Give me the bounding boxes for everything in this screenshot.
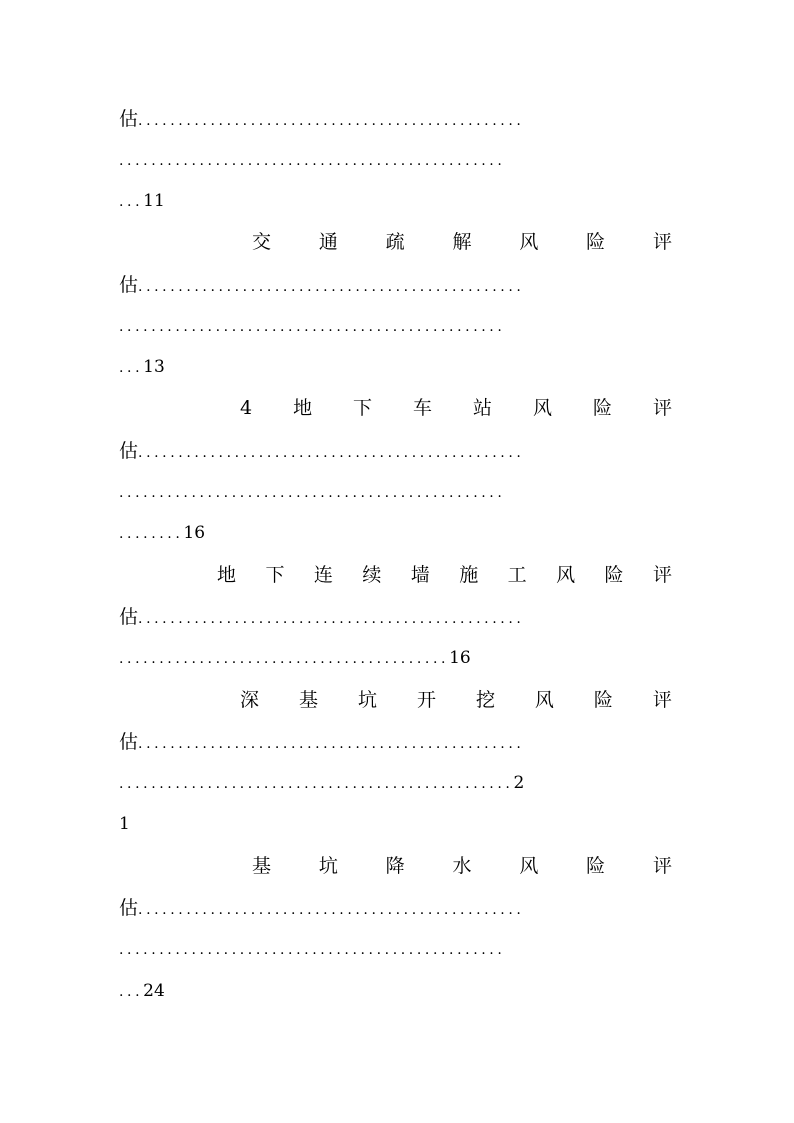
title-char: 地 <box>217 564 237 586</box>
title-char: 车 <box>413 397 433 419</box>
title-char: 交 <box>252 231 272 253</box>
toc-entry-2-line3 <box>119 518 683 548</box>
title-char: 开 <box>416 689 436 711</box>
toc-entry-0-line3 <box>119 186 683 216</box>
toc-entry-1-line1 <box>119 270 683 300</box>
toc-entry-4-line3 <box>119 809 683 839</box>
leader-dots: ........ <box>119 526 184 542</box>
toc-entry-1-line2 <box>119 311 683 341</box>
title-char: 坑 <box>357 689 377 711</box>
toc-entry-3-line1 <box>119 602 683 632</box>
title-char: 险 <box>592 397 612 419</box>
leader-dots: ................................................ <box>138 113 525 129</box>
continued-char: 估 <box>119 274 139 296</box>
leader-dots: ................................................ <box>119 942 506 958</box>
title-char: 通 <box>318 231 338 253</box>
toc-entry-2-title[interactable] <box>240 393 672 423</box>
toc-entry-2-line1 <box>119 436 683 466</box>
page-number: 16 <box>183 523 206 543</box>
toc-entry-4-title[interactable] <box>240 685 672 715</box>
toc-entry-0-line1 <box>119 104 683 134</box>
toc-entry-0-line2 <box>119 145 683 175</box>
leader-dots: ................................................ <box>119 485 506 501</box>
title-char: 解 <box>452 231 472 253</box>
title-char: 下 <box>265 564 285 586</box>
title-char: 险 <box>593 689 613 711</box>
title-char: 连 <box>313 564 333 586</box>
title-char: 工 <box>507 564 527 586</box>
leader-dots: ... <box>119 194 144 210</box>
page-number: 11 <box>143 191 165 211</box>
title-char: 降 <box>385 855 405 877</box>
toc-entry-5-line2 <box>119 934 683 964</box>
leader-dots: ... <box>119 360 144 376</box>
toc-entry-5-line3 <box>119 976 683 1006</box>
title-char: 4 <box>240 397 253 419</box>
title-char: 险 <box>604 564 624 586</box>
leader-dots: ................................................ <box>138 445 525 461</box>
page-number: 13 <box>143 357 165 377</box>
toc-entry-3-title[interactable] <box>217 560 672 590</box>
page-number-part: 1 <box>119 814 130 834</box>
leader-dots: ................................................ <box>119 153 506 169</box>
leader-dots: ................................................ <box>119 319 506 335</box>
toc-entry-5-line1 <box>119 893 683 923</box>
leader-dots: ... <box>119 984 144 1000</box>
title-char: 风 <box>534 689 554 711</box>
title-char: 挖 <box>475 689 495 711</box>
page-number-part: 2 <box>513 773 525 793</box>
title-char: 墙 <box>410 564 430 586</box>
title-char: 风 <box>556 564 576 586</box>
title-char: 施 <box>459 564 479 586</box>
leader-dots: ................................................ <box>138 736 525 752</box>
leader-dots: ......................................... <box>119 651 450 667</box>
title-char: 疏 <box>385 231 405 253</box>
title-char: 水 <box>452 855 472 877</box>
leader-dots: ................................................ <box>138 611 525 627</box>
title-char: 评 <box>652 689 672 711</box>
toc-entry-3-line2 <box>119 643 683 673</box>
title-char: 坑 <box>318 855 338 877</box>
page-number: 24 <box>143 981 165 1001</box>
continued-char: 估 <box>119 606 139 628</box>
continued-char: 估 <box>119 731 139 753</box>
title-char: 基 <box>252 855 272 877</box>
leader-dots: ................................................ <box>138 902 525 918</box>
continued-char: 估 <box>119 897 139 919</box>
title-char: 评 <box>652 564 672 586</box>
toc-entry-4-line1 <box>119 727 683 757</box>
title-char: 风 <box>533 397 553 419</box>
continued-char: 估 <box>119 440 139 462</box>
title-char: 评 <box>652 397 672 419</box>
title-char: 基 <box>298 689 318 711</box>
title-char: 下 <box>353 397 373 419</box>
title-char: 风 <box>519 231 539 253</box>
title-char: 站 <box>473 397 493 419</box>
toc-entry-4-line2 <box>119 768 694 798</box>
toc-entry-2-line2 <box>119 477 683 507</box>
title-char: 评 <box>652 231 672 253</box>
title-char: 风 <box>519 855 539 877</box>
title-char: 深 <box>240 689 260 711</box>
title-char: 险 <box>586 855 606 877</box>
title-char: 险 <box>586 231 606 253</box>
title-char: 评 <box>652 855 672 877</box>
leader-dots: ................................................. <box>119 776 514 792</box>
title-char: 地 <box>293 397 313 419</box>
title-char: 续 <box>362 564 382 586</box>
continued-char: 估 <box>119 108 139 130</box>
page-number: 16 <box>449 648 471 668</box>
toc-entry-5-title[interactable] <box>252 851 672 881</box>
toc-entry-1-title[interactable] <box>252 227 672 257</box>
toc-entry-1-line3 <box>119 352 683 382</box>
leader-dots: ................................................ <box>138 279 525 295</box>
